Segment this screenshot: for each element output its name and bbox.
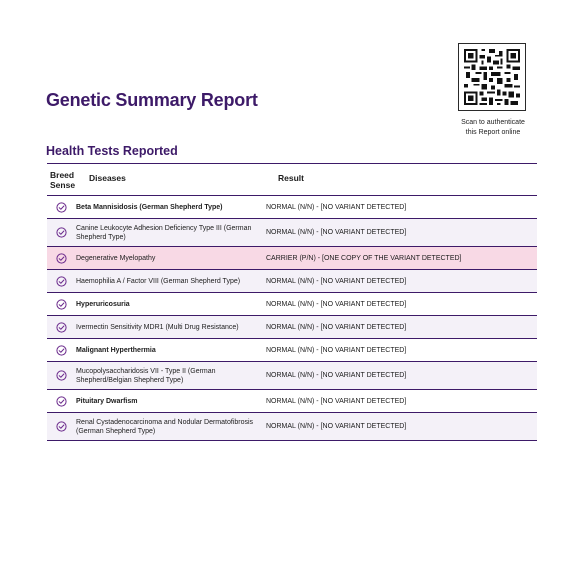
qr-caption-line1: Scan to authenticate <box>461 119 525 126</box>
result-value: NORMAL (N/N) - [NO VARIANT DETECTED] <box>266 423 407 430</box>
result-value: NORMAL (N/N) - [NO VARIANT DETECTED] <box>266 229 407 236</box>
breed-sense-line2: Sense <box>50 180 76 190</box>
table-row <box>47 339 537 362</box>
table-row <box>47 413 537 441</box>
breed-sense-line1: Breed <box>50 170 75 180</box>
disease-name: Canine Leukocyte Adhesion Deficiency Type III (German Shepherd Type) <box>76 224 252 241</box>
result-value: NORMAL (N/N) - [NO VARIANT DETECTED] <box>266 300 407 308</box>
disease-name: Haemophilia A / Factor VIII (German Shepherd Type) <box>76 277 241 285</box>
check-circle-icon <box>56 227 67 238</box>
breed-sense-cell <box>47 276 76 287</box>
qr-caption <box>448 118 538 138</box>
health-tests-table <box>47 163 537 441</box>
check-circle-icon <box>56 299 67 310</box>
table-header <box>47 164 537 196</box>
check-circle-icon <box>56 345 67 356</box>
breed-sense-cell <box>47 299 76 310</box>
breed-sense-cell <box>47 421 76 432</box>
check-circle-icon <box>56 421 67 432</box>
result-value: NORMAL (N/N) - [NO VARIANT DETECTED] <box>266 397 407 405</box>
table-row <box>47 196 537 219</box>
breed-sense-cell <box>47 202 76 213</box>
qr-caption-line2: this Report online <box>465 129 521 136</box>
breed-sense-cell <box>47 322 76 333</box>
breed-sense-cell <box>47 370 76 381</box>
check-circle-icon <box>56 396 67 407</box>
breed-sense-cell <box>47 227 76 238</box>
disease-name: Beta Mannisidosis (German Shepherd Type) <box>76 203 223 211</box>
qr-code-icon <box>464 49 520 105</box>
result-value: NORMAL (N/N) - [NO VARIANT DETECTED] <box>266 203 407 211</box>
column-header-result: Result <box>278 173 304 183</box>
disease-name: Renal Cystadenocarcinoma and Nodular Dermatofibrosis (German Shepherd Type) <box>76 418 254 435</box>
breed-sense-cell <box>47 253 76 264</box>
table-row <box>47 390 537 413</box>
table-row <box>47 362 537 390</box>
result-value: NORMAL (N/N) - [NO VARIANT DETECTED] <box>266 323 407 331</box>
table-row <box>47 247 537 270</box>
disease-name: Malignant Hyperthermia <box>76 346 156 354</box>
result-value: NORMAL (N/N) - [NO VARIANT DETECTED] <box>266 346 407 354</box>
page-title: Genetic Summary Report <box>46 90 258 110</box>
breed-sense-cell <box>47 396 76 407</box>
column-header-diseases: Diseases <box>89 173 126 183</box>
disease-name: Pituitary Dwarfism <box>76 397 138 405</box>
table-row <box>47 270 537 293</box>
table-row <box>47 316 537 339</box>
disease-name: Ivermectin Sensitivity MDR1 (Multi Drug Resistance) <box>76 323 239 331</box>
section-title: Health Tests Reported <box>46 144 178 158</box>
result-value: CARRIER (P/N) - [ONE COPY OF THE VARIANT DETECTED] <box>266 254 462 262</box>
check-circle-icon <box>56 322 67 333</box>
column-header-breed-sense <box>50 170 82 190</box>
table-body <box>47 196 537 441</box>
result-value: NORMAL (N/N) - [NO VARIANT DETECTED] <box>266 372 407 379</box>
breed-sense-cell <box>47 345 76 356</box>
check-circle-icon <box>56 370 67 381</box>
disease-name: Mucopolysaccharidosis VII - Type II (German Shepherd/Belgian Shepherd Type) <box>76 367 216 384</box>
table-row <box>47 293 537 316</box>
table-row <box>47 219 537 247</box>
result-value: NORMAL (N/N) - [NO VARIANT DETECTED] <box>266 277 407 285</box>
disease-name: Degenerative Myelopathy <box>76 254 156 262</box>
check-circle-icon <box>56 202 67 213</box>
check-circle-icon <box>56 253 67 264</box>
qr-code <box>458 43 526 111</box>
check-circle-icon <box>56 276 67 287</box>
disease-name: Hyperuricosuria <box>76 300 130 308</box>
